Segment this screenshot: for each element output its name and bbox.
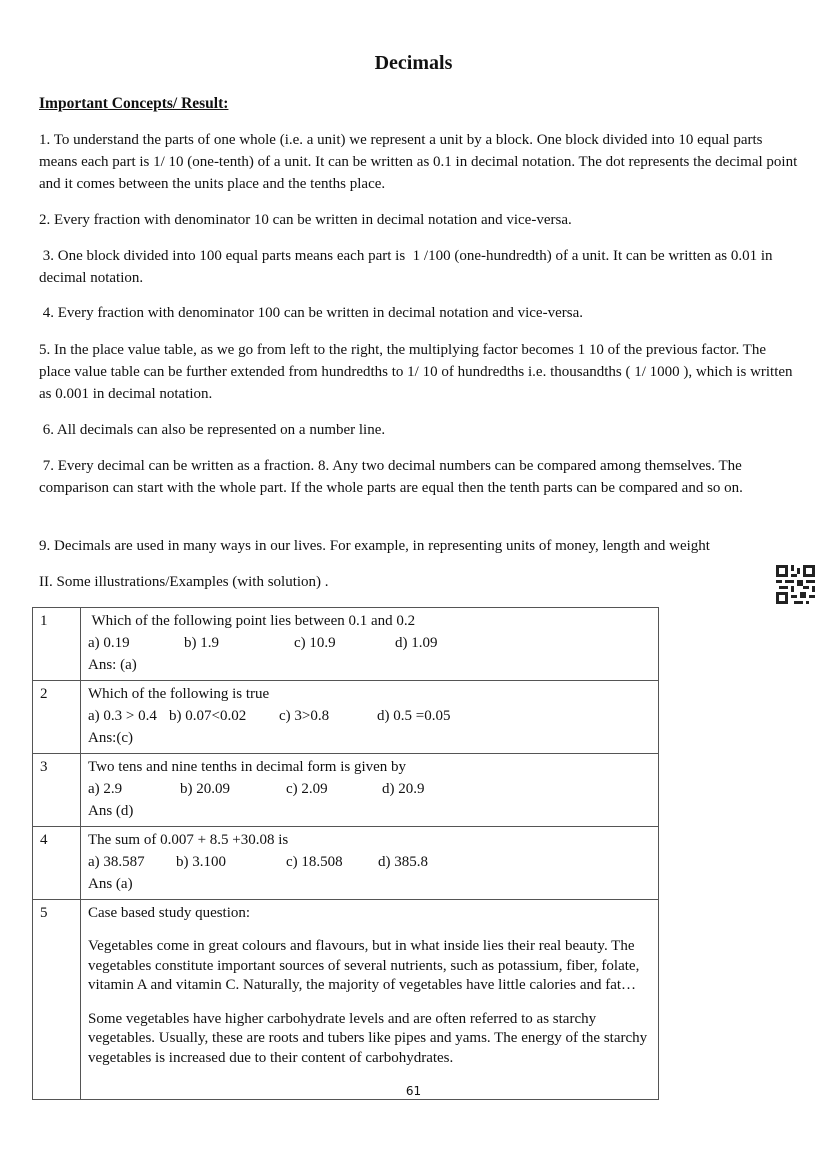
question-options [88,778,651,800]
question-text: Which of the following is true [88,686,270,702]
table-row [33,608,659,681]
option-b: b) 20.09 [180,781,230,797]
option-a: a) 0.19 [88,635,130,651]
section-heading: Important Concepts/ Result: [39,95,229,112]
case-study-paragraph-2: Some vegetables have higher carbohydrate levels and are often referred to as starchy vegetables. Usually, these are roots and tubers like pipes and yams. The energy of the starchy vegetables is increased due to their content of carbohydrates. [88,1010,648,1066]
table-row [33,754,659,827]
option-d: d) 385.8 [378,854,428,870]
concept-2: 2. Every fraction with denominator 10 can be written in decimal notation and vice-versa. [39,212,572,228]
table-row [33,900,659,1100]
option-b: b) 3.100 [176,854,226,870]
concept-1: 1. To understand the parts of one whole (i.e. a unit) we represent a unit by a block. One block divided into 10 equal parts means each part is 1/ 10 (one-tenth) of a unit. It can be written as 0.1 in decimal notation. The dot represents the decimal point and it comes between the units place and the tenths place. [39,132,798,192]
answer: Ans:(c) [88,730,133,746]
concept-5: 5. In the place value table, as we go from left to the right, the multiplying factor becomes 1 10 of the previous factor. The place value table can be further extended from hundredths to 1/ 10 of hundredths i.e. thousandths ( 1/ 1000 ), which is written as 0.001 in decimal notation. [39,342,793,402]
question-number: 3 [33,754,81,827]
examples-table [32,607,659,1100]
question-number: 4 [33,827,81,900]
concept-7-8: 7. Every decimal can be written as a fraction. 8. Any two decimal numbers can be compared among themselves. The comparison can start with the whole part. If the whole parts are equal then the tenth parts can be compared and so on. [39,458,746,496]
question-number: 2 [33,681,81,754]
option-d: d) 0.5 =0.05 [377,708,451,724]
option-d: d) 20.9 [382,781,425,797]
case-study-paragraph-1: Vegetables come in great colours and flavours, but in what inside lies their real beauty. The vegetables constitute important sources of several nutrients, such as potassium, fiber, folate, vitamin A and vitamin C. Naturally, the majority of vegetables have little calories and fat… [88,938,640,993]
question-number: 5 [33,900,81,1100]
qr-code-icon [776,565,815,604]
option-a: a) 38.587 [88,854,145,870]
option-c: c) 10.9 [294,635,336,651]
question-text: The sum of 0.007 + 8.5 +30.08 is [88,832,289,848]
question-options [88,632,651,654]
concept-3: 3. One block divided into 100 equal parts means each part is 1 /100 (one-hundredth) of a unit. It can be written as 0.01 in decimal notation. [39,248,777,286]
question-text: Two tens and nine tenths in decimal form is given by [88,759,407,775]
table-row [33,681,659,754]
option-a: a) 0.3 > 0.4 [88,708,157,724]
table-row [33,827,659,900]
option-c: c) 3>0.8 [279,708,330,724]
concept-9: 9. Decimals are used in many ways in our lives. For example, in representing units of money, length and weight [39,538,710,554]
question-options [88,705,651,727]
case-study-title: Case based study question: [88,905,251,921]
answer: Ans (a) [88,876,133,892]
question-options [88,851,651,873]
concept-6: 6. All decimals can also be represented on a number line. [39,422,386,438]
examples-heading: II. Some illustrations/Examples (with solution) . [39,574,329,590]
option-c: c) 2.09 [286,781,328,797]
option-b: b) 0.07<0.02 [169,708,247,724]
question-number: 1 [33,608,81,681]
page-number: 61 [405,1084,422,1098]
option-a: a) 2.9 [88,781,123,797]
page-title: Decimals [374,52,453,74]
concept-4: 4. Every fraction with denominator 100 can be written in decimal notation and vice-versa. [39,305,583,321]
answer: Ans (d) [88,803,134,819]
option-d: d) 1.09 [395,635,438,651]
option-c: c) 18.508 [286,854,343,870]
question-text: Which of the following point lies between 0.1 and 0.2 [88,613,416,629]
option-b: b) 1.9 [184,635,219,651]
answer: Ans: (a) [88,657,137,673]
